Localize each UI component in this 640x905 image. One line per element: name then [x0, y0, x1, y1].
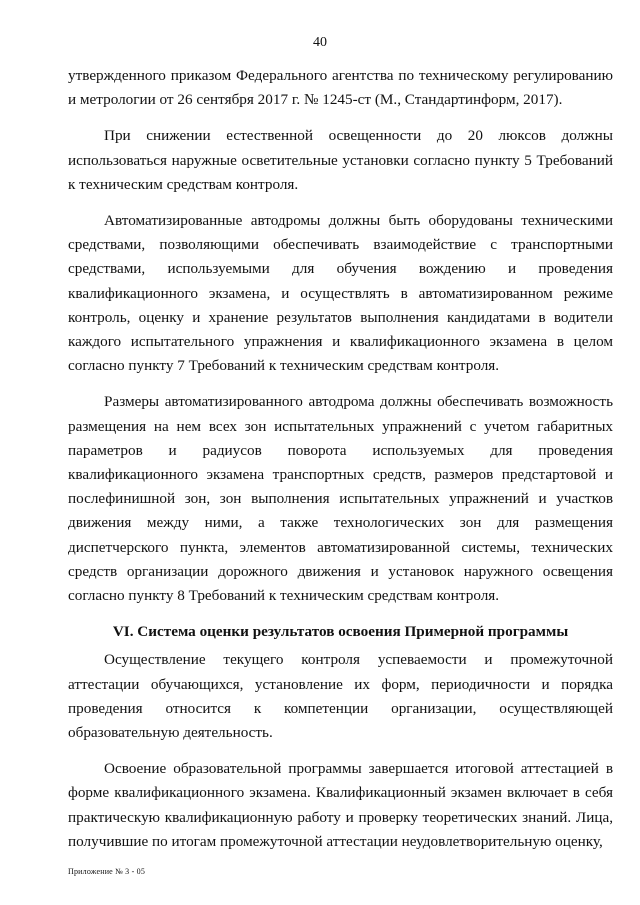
page-number: 40 [313, 35, 327, 50]
paragraph: Осуществление текущего контроля успеваемости и промежуточной аттестации обучающихся, установление их форм, периодичности и порядка проведения относится к компетенции организации, осуществляющей образовательную деятельность. [68, 651, 613, 742]
paragraph: утвержденного приказом Федерального агентства по техническому регулированию и метрологии от 26 сентября 2017 г. № 1245-ст (М., Стандартинформ, 2017). [68, 67, 613, 109]
paragraph: Размеры автоматизированного автодрома должны обеспечивать возможность размещения на нем всех зон испытательных упражнений с учетом габаритных параметров и радиусов поворота используемых для проведения квалификационного экзамена транспортных средств, размеров предстартовой и послефинишной зон, зон выполнения испытательных упражнений и участков движения между ними, а также технологических зон для размещения диспетчерского пункта, элементов автоматизированной системы, технических средств организации дорожного движения и установок наружного освещения согласно пункту 8 Требований к техническим средствам контроля. [68, 393, 613, 605]
footer-note: Приложение № 3 - 05 [68, 867, 146, 876]
document-body [68, 64, 613, 866]
paragraph: При снижении естественной освещенности до 20 люксов должны использоваться наружные осветительные установки согласно пункту 5 Требований к техническим средствам контроля. [68, 127, 613, 193]
paragraph: Освоение образовательной программы завершается итоговой аттестацией в форме квалификационного экзамена. Квалификационный экзамен включает в себя практическую квалификационную работу и проверку теоретических знаний. Лица, получившие по итогам промежуточной аттестации неудовлетворительную оценку, [68, 760, 613, 850]
paragraph: Автоматизированные автодромы должны быть оборудованы техническими средствами, позволяющими обеспечивать взаимодействие с транспортными средствами, используемыми для обучения вождению и проведения квалификационного экзамена, и осуществлять в автоматизированном режиме контроль, оценку и хранение результатов выполнения кандидатами в водители каждого испытательного упражнения и квалификационного экзамена в целом согласно пункту 7 Требований к техническим средствам контроля. [68, 212, 613, 375]
section-heading: VI. Система оценки результатов освоения Примерной программы [112, 623, 569, 641]
